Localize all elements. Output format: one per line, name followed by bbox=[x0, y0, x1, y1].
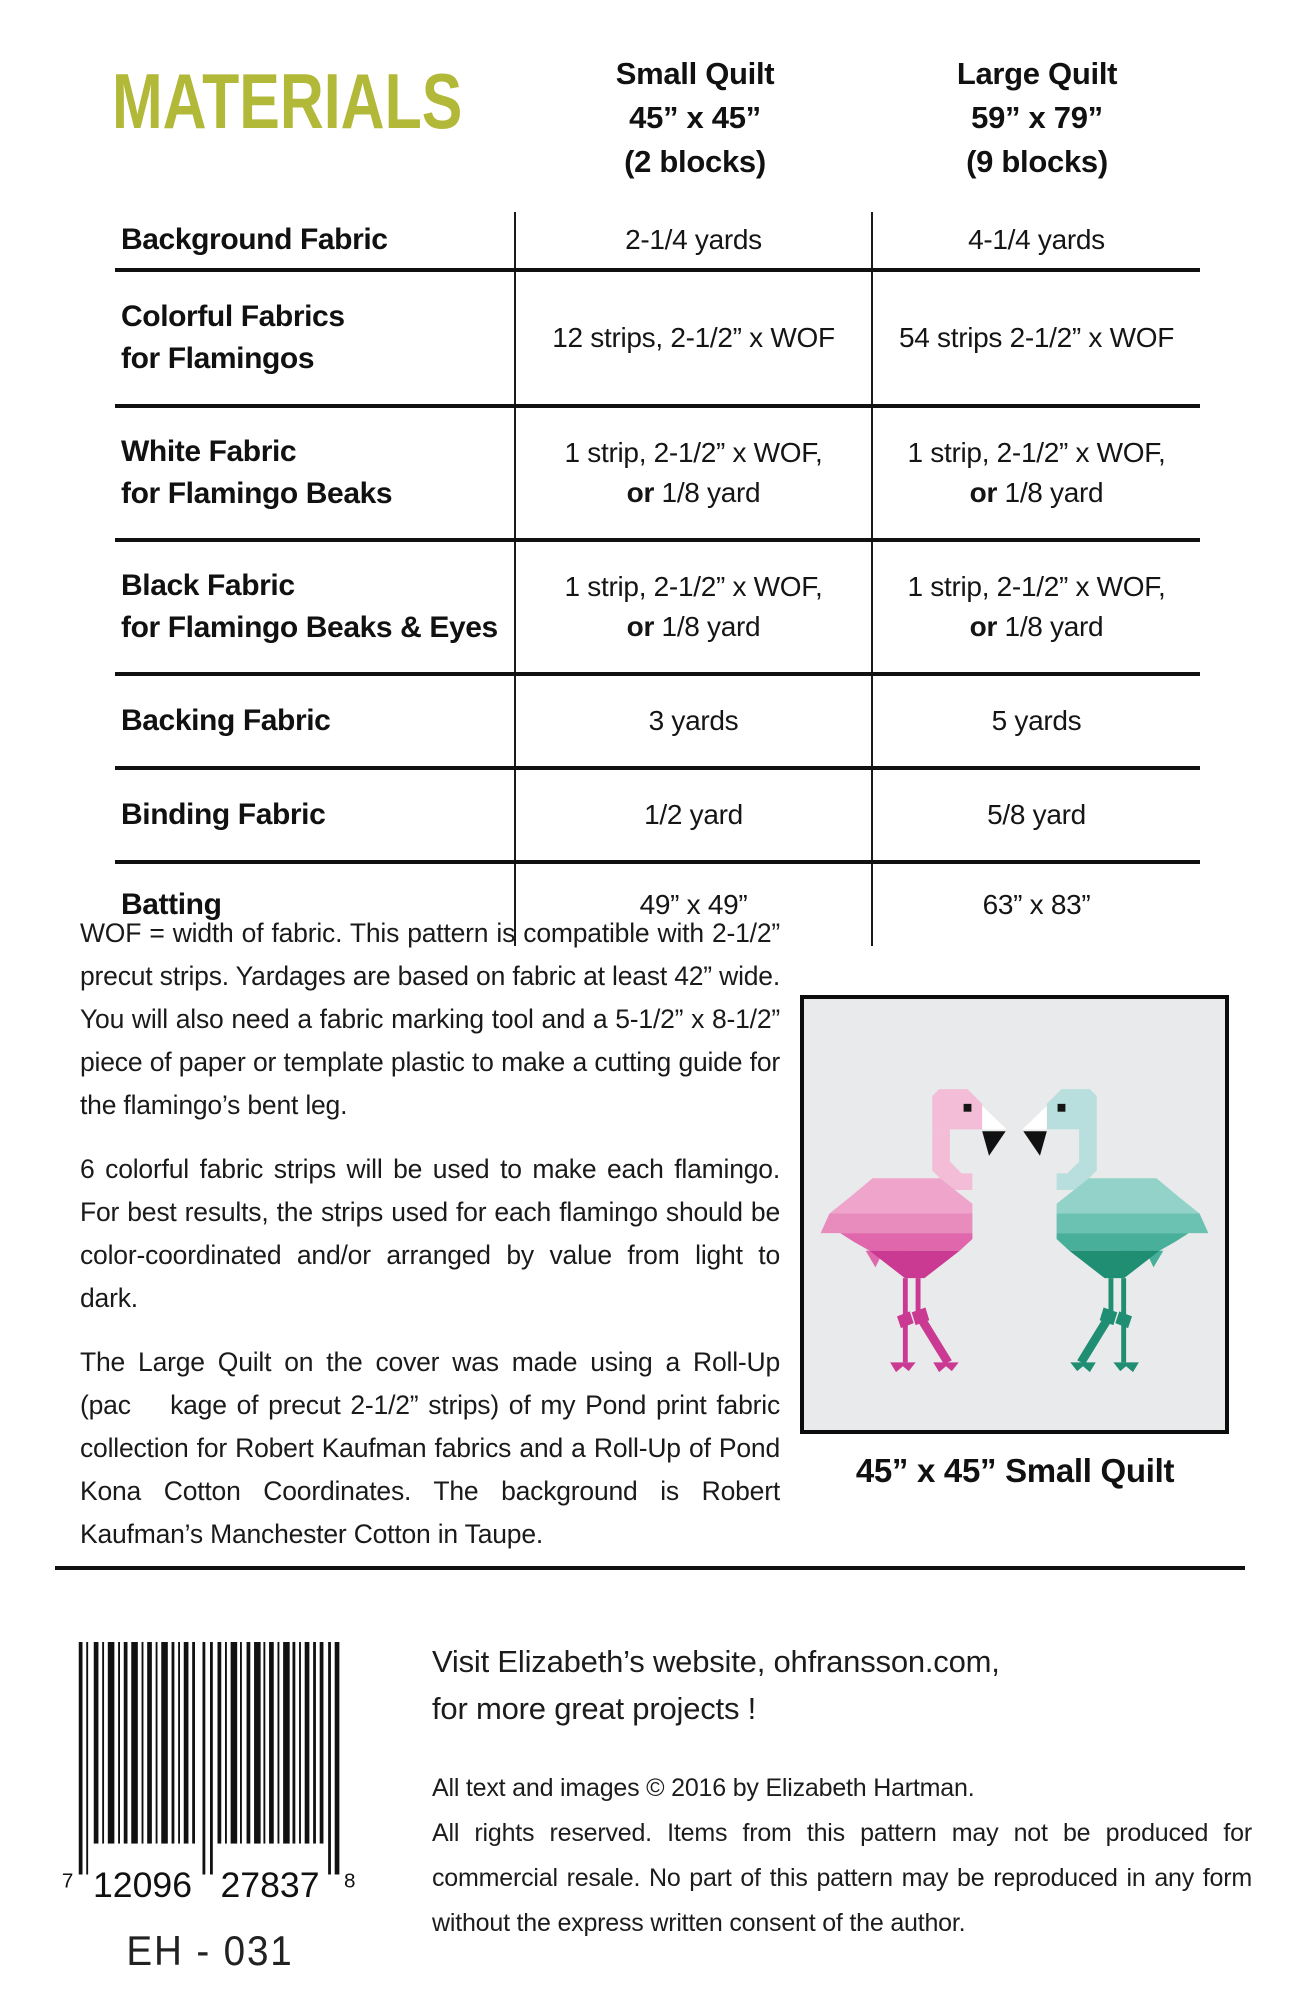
footer-text-block bbox=[432, 1638, 1252, 1946]
table-row bbox=[115, 676, 1200, 770]
website-line-2: for more great projects ! bbox=[432, 1691, 757, 1726]
notes-column bbox=[80, 912, 780, 1577]
small-quilt-cell: 1/2 yard bbox=[514, 770, 871, 860]
small-quilt-cell: 49” x 49” bbox=[514, 864, 871, 946]
teal-flamingo bbox=[1022, 1089, 1208, 1372]
large-quilt-cell: 1 strip, 2-1/2” x WOF, or 1/8 yard bbox=[871, 408, 1200, 538]
row-label: Colorful Fabrics for Flamingos bbox=[121, 300, 345, 375]
row-label: Backing Fabric bbox=[121, 704, 331, 737]
small-quilt-size: 45” x 45” bbox=[629, 100, 761, 135]
column-header-large-quilt bbox=[877, 52, 1197, 184]
copyright-note bbox=[432, 1766, 1252, 1946]
large-quilt-cell: 54 strips 2-1/2” x WOF bbox=[871, 272, 1200, 404]
item-code: EH - 031 bbox=[126, 1927, 294, 1975]
table-row bbox=[115, 272, 1200, 408]
column-header-small-quilt bbox=[535, 52, 855, 184]
small-quilt-cell: 1 strip, 2-1/2” x WOF, or 1/8 yard bbox=[514, 542, 871, 672]
large-quilt-size: 59” x 79” bbox=[971, 100, 1103, 135]
note-strips: 6 colorful fabric strips will be used to make each flamingo. For best results, the strips used for each flamingo should be color-coordinated and/or arranged by value from light to dark. bbox=[80, 1154, 780, 1313]
small-quilt-blocks: (2 blocks) bbox=[624, 144, 766, 179]
large-quilt-cell: 5/8 yard bbox=[871, 770, 1200, 860]
large-quilt-cell: 63” x 83” bbox=[871, 864, 1200, 946]
large-quilt-name: Large Quilt bbox=[956, 56, 1118, 91]
small-quilt-cell: 1 strip, 2-1/2” x WOF, or 1/8 yard bbox=[514, 408, 871, 538]
row-label: Binding Fabric bbox=[121, 798, 326, 831]
page-title: MATERIALS bbox=[112, 57, 463, 145]
note-large-quilt: The Large Quilt on the cover was made using a Roll-Up (pac kage of precut 2-1/2” strips) of my Pond print fabric collection for Robert Kaufman fabrics and a Roll-Up of Pond Kona Cotton Coordinates. The background is Robert Kaufman’s Manchester Cotton in Taupe. bbox=[80, 1347, 780, 1549]
small-quilt-cell: 3 yards bbox=[514, 676, 871, 766]
copyright-line: All text and images © 2016 by Elizabeth Hartman. bbox=[432, 1774, 975, 1802]
table-row bbox=[115, 542, 1200, 676]
barcode-digit-right: 8 bbox=[343, 1869, 356, 1893]
pink-flamingo bbox=[821, 1089, 1007, 1372]
quilt-preview-panel bbox=[800, 995, 1229, 1434]
barcode-digit-left: 7 bbox=[61, 1869, 74, 1893]
materials-table bbox=[115, 212, 1200, 946]
large-quilt-cell: 1 strip, 2-1/2” x WOF, or 1/8 yard bbox=[871, 542, 1200, 672]
barcode-group1: 12096 bbox=[92, 1865, 193, 1905]
large-quilt-blocks: (9 blocks) bbox=[966, 144, 1108, 179]
table-row bbox=[115, 770, 1200, 864]
row-label: White Fabric for Flamingo Beaks bbox=[121, 435, 393, 510]
row-label: Batting bbox=[121, 888, 222, 921]
large-quilt-cell: 4-1/4 yards bbox=[871, 212, 1200, 268]
flamingo-quilt-image bbox=[804, 999, 1225, 1430]
table-row bbox=[115, 408, 1200, 542]
small-quilt-name: Small Quilt bbox=[615, 56, 775, 91]
copyright-body: All rights reserved. Items from this pattern may not be produced for commercial resale. No part of this pattern may be reproduced in any form without the express written consent of the author. bbox=[432, 1819, 1252, 1937]
footer-divider bbox=[55, 1566, 1245, 1570]
row-label: Background Fabric bbox=[121, 223, 388, 256]
large-quilt-cell: 5 yards bbox=[871, 676, 1200, 766]
note-wof: WOF = width of fabric. This pattern is compatible with 2-1/2” precut strips. Yardages are based on fabric at least 42” wide. You will also need a fabric marking tool and a 5-1/2” x 8-1/2” piece of paper or template plastic to make a cutting guide for the flamingo’s bent leg. bbox=[80, 918, 780, 1120]
small-quilt-cell: 2-1/4 yards bbox=[514, 212, 871, 268]
website-note bbox=[432, 1638, 1252, 1732]
upc-barcode bbox=[60, 1642, 360, 1923]
row-label: Black Fabric for Flamingo Beaks & Eyes bbox=[121, 569, 498, 644]
quilt-caption: 45” x 45” Small Quilt bbox=[855, 1452, 1175, 1489]
small-quilt-cell: 12 strips, 2-1/2” x WOF bbox=[514, 272, 871, 404]
table-row bbox=[115, 212, 1200, 272]
barcode-block bbox=[60, 1642, 360, 1975]
website-line-1: Visit Elizabeth’s website, ohfransson.com, bbox=[432, 1644, 1000, 1679]
barcode-group2: 27837 bbox=[220, 1865, 320, 1905]
